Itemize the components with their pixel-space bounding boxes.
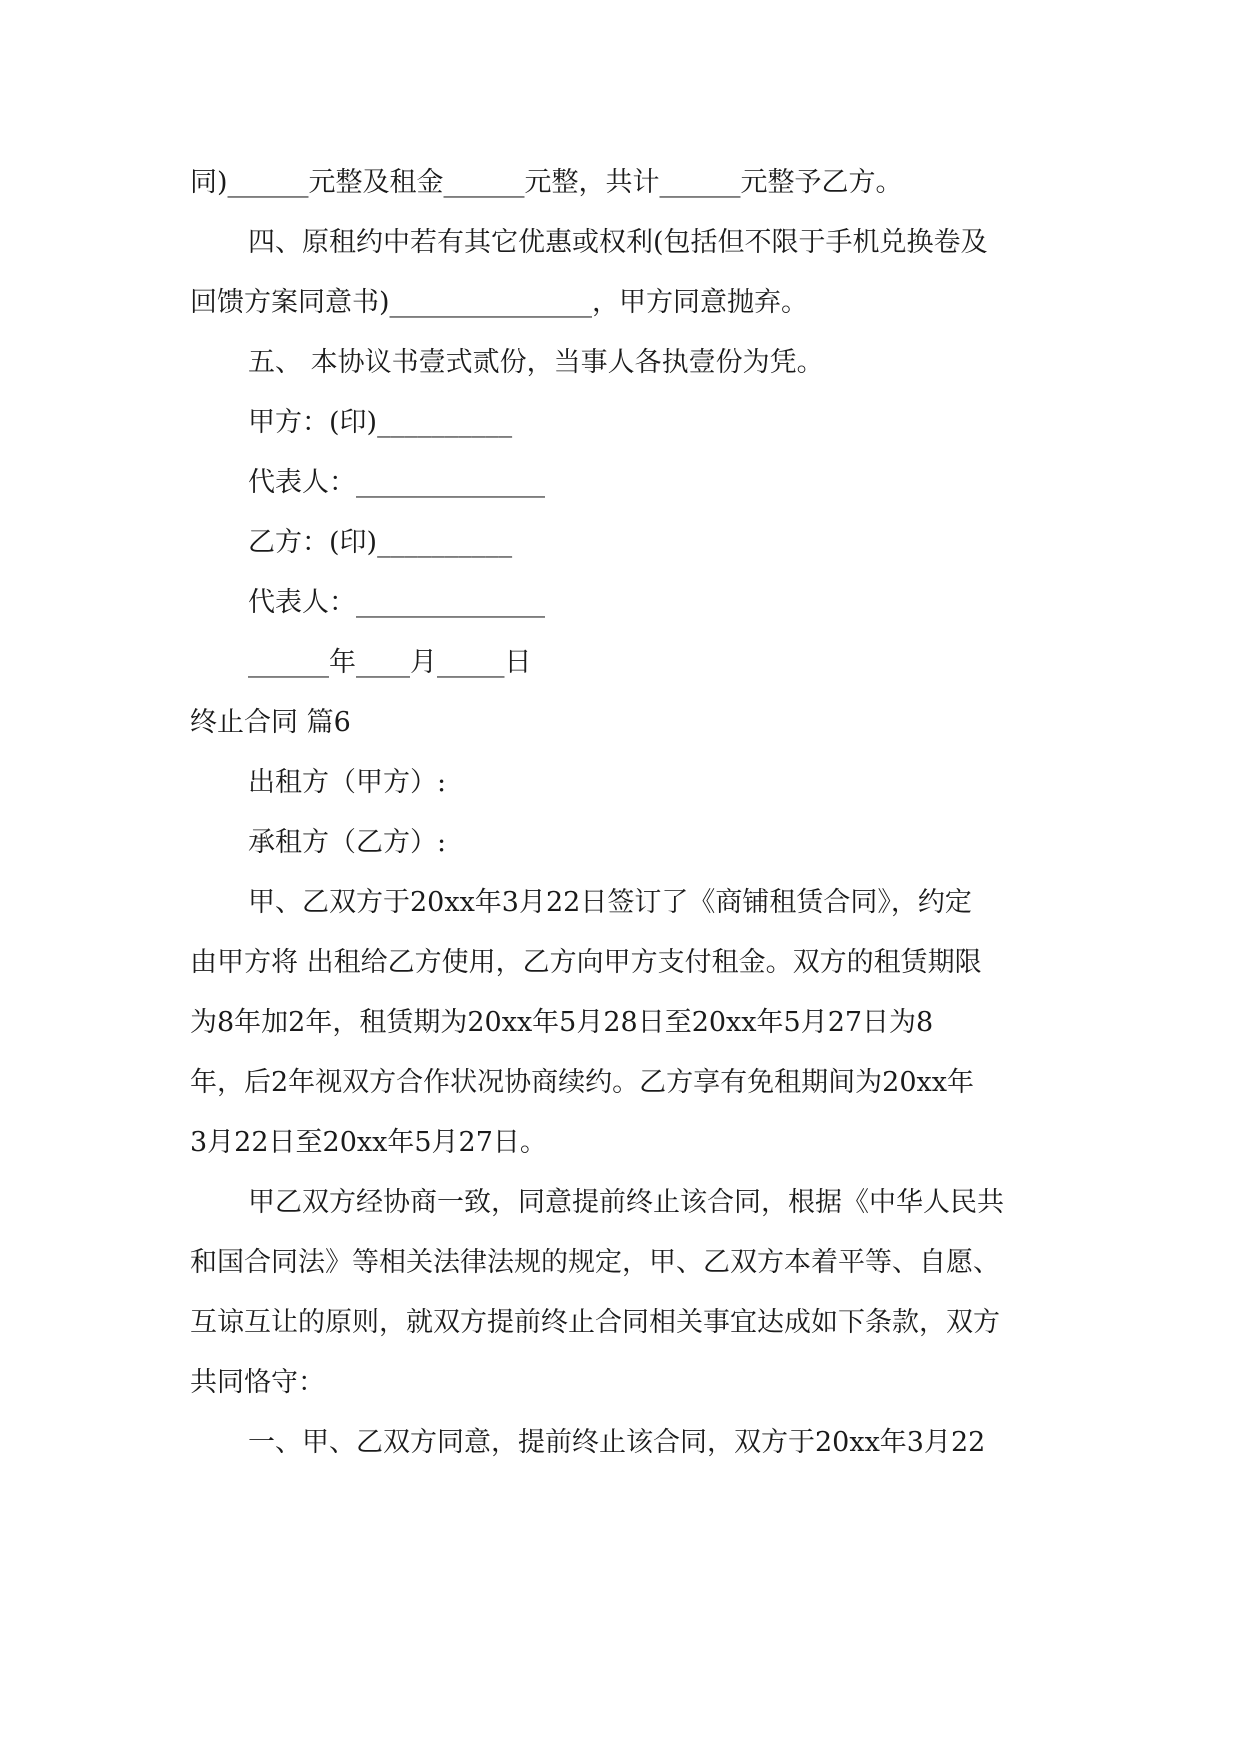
text-line: 一、甲、乙双方同意，提前终止该合同，双方于20xx年3月22 xyxy=(248,1427,986,1458)
text-line: 为8年加2年，租赁期为20xx年5月28日至20xx年5月27日为8 xyxy=(190,1007,934,1038)
text-line: 共同恪守： xyxy=(190,1367,325,1398)
section-heading: 终止合同 篇6 xyxy=(190,707,351,738)
lessor-label: 出租方（甲方）: xyxy=(248,767,447,798)
text-line: 甲乙双方经协商一致，同意提前终止该合同，根据《中华人民共 xyxy=(248,1187,1004,1218)
signature-party-a: 甲方：(印)__________ xyxy=(248,407,513,438)
text-line: 和国合同法》等相关法律法规的规定，甲、乙双方本着平等、自愿、 xyxy=(190,1247,1000,1278)
text-line: 回馈方案同意书)_______________，甲方同意抛弃。 xyxy=(190,287,809,318)
signature-date: ______年____月_____日 xyxy=(248,647,532,678)
text-line: 四、原租约中若有其它优惠或权利(包括但不限于手机兑换卷及 xyxy=(248,227,988,258)
signature-representative-a: 代表人：______________ xyxy=(248,467,545,498)
lessee-label: 承租方（乙方）: xyxy=(248,827,447,858)
text-line: 年，后2年视双方合作状况协商续约。乙方享有免租期间为20xx年 xyxy=(190,1067,974,1098)
text-line: 甲、乙双方于20xx年3月22日签订了《商铺租赁合同》，约定 xyxy=(248,887,972,918)
text-line: 互谅互让的原则，就双方提前终止合同相关事宜达成如下条款，双方 xyxy=(190,1307,1000,1338)
signature-representative-b: 代表人：______________ xyxy=(248,587,545,618)
text-line: 3月22日至20xx年5月27日。 xyxy=(190,1127,547,1158)
text-line: 五、 本协议书壹式贰份，当事人各执壹份为凭。 xyxy=(248,347,824,378)
text-line: 同)______元整及租金______元整，共计______元整予乙方。 xyxy=(190,167,903,198)
text-line: 由甲方将 出租给乙方使用，乙方向甲方支付租金。双方的租赁期限 xyxy=(190,947,982,978)
signature-party-b: 乙方：(印)__________ xyxy=(248,527,513,558)
